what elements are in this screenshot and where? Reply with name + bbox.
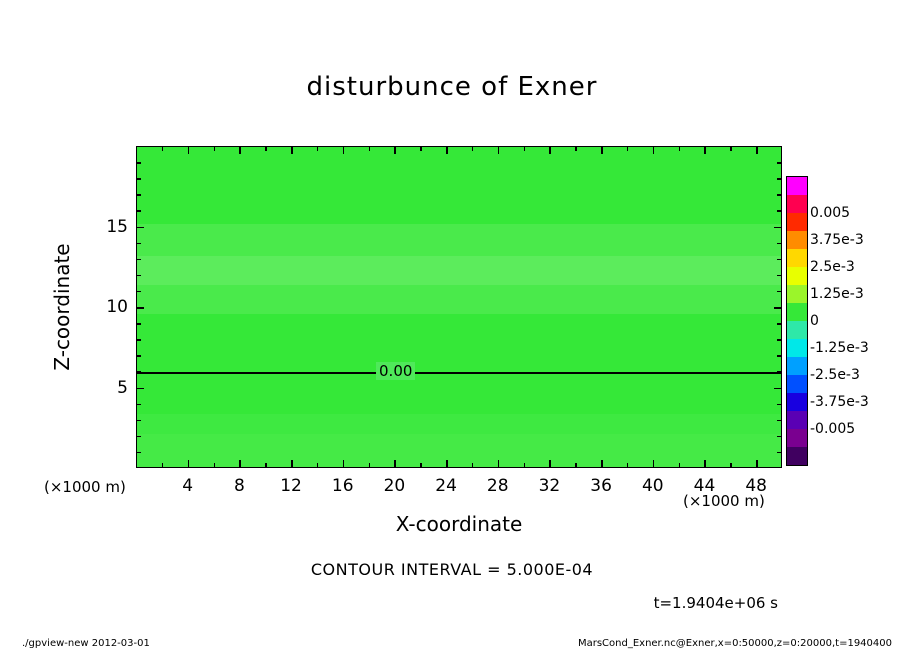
x-tick-label: 28 xyxy=(486,476,509,496)
axis-tick xyxy=(679,463,681,468)
axis-tick xyxy=(524,463,526,468)
axis-tick xyxy=(774,388,782,390)
axis-tick xyxy=(162,146,164,151)
time-annotation: t=1.9404e+06 s xyxy=(653,594,778,612)
x-axis-label: X-coordinate xyxy=(395,512,523,536)
x-tick-label: 24 xyxy=(435,476,457,496)
colorbar-tick-label: 0 xyxy=(810,313,819,329)
axis-tick xyxy=(188,460,190,468)
axis-tick xyxy=(777,291,782,293)
plot-area xyxy=(136,146,782,468)
axis-tick xyxy=(498,146,500,154)
axis-tick xyxy=(343,460,345,468)
axis-tick xyxy=(394,146,396,154)
axis-tick xyxy=(136,275,141,277)
axis-tick xyxy=(162,463,164,468)
axis-tick xyxy=(777,162,782,164)
colorbar-segment xyxy=(787,447,807,465)
x-tick-label: 8 xyxy=(233,476,245,496)
axis-tick xyxy=(136,227,144,229)
y-tick-label: 15 xyxy=(106,216,128,237)
axis-tick xyxy=(549,146,551,154)
axis-tick xyxy=(136,371,141,373)
axis-tick xyxy=(756,460,758,468)
axis-tick xyxy=(291,146,293,154)
contour-interval-text: CONTOUR INTERVAL = 5.000E-04 xyxy=(310,560,594,579)
colorbar-segment xyxy=(787,231,807,249)
axis-tick xyxy=(136,307,144,309)
colorbar-segment xyxy=(787,375,807,393)
colorbar-tick-label: -1.25e-3 xyxy=(810,339,869,356)
contour-line-zero xyxy=(137,372,781,374)
axis-tick xyxy=(524,146,526,151)
x-unit-left: (×1000 m) xyxy=(44,478,126,496)
y-tick-label: 5 xyxy=(117,377,128,398)
colorbar-segment xyxy=(787,177,807,195)
axis-tick xyxy=(317,146,319,151)
axis-tick xyxy=(704,146,706,154)
axis-tick xyxy=(136,388,144,390)
x-tick-label: 36 xyxy=(590,476,612,496)
colorbar-tick-label: -3.75e-3 xyxy=(810,393,869,410)
axis-tick xyxy=(777,404,782,406)
footer-left: ./gpview-new 2012-03-01 xyxy=(22,638,150,649)
axis-tick xyxy=(136,339,141,341)
axis-tick xyxy=(777,243,782,245)
axis-tick xyxy=(369,463,371,468)
colorbar-segment xyxy=(787,213,807,231)
axis-tick xyxy=(627,146,629,151)
axis-tick xyxy=(777,275,782,277)
axis-tick xyxy=(777,259,782,261)
axis-tick xyxy=(136,404,141,406)
colorbar-segment xyxy=(787,267,807,285)
axis-tick xyxy=(774,227,782,229)
heatmap-band xyxy=(137,256,781,285)
axis-tick xyxy=(136,162,141,164)
axis-tick xyxy=(369,146,371,151)
axis-tick xyxy=(777,178,782,180)
colorbar-tick-label: -2.5e-3 xyxy=(810,366,860,383)
axis-tick xyxy=(627,463,629,468)
heatmap-band xyxy=(137,414,781,433)
heatmap-band xyxy=(137,434,781,468)
axis-tick xyxy=(265,463,267,468)
axis-tick xyxy=(343,146,345,154)
axis-tick xyxy=(394,460,396,468)
x-tick-label: 20 xyxy=(383,476,406,496)
axis-tick xyxy=(756,146,758,154)
axis-tick xyxy=(777,323,782,325)
axis-tick xyxy=(188,146,190,154)
axis-tick xyxy=(774,307,782,309)
axis-tick xyxy=(136,259,141,261)
axis-tick xyxy=(136,178,141,180)
x-tick-label: 48 xyxy=(745,476,767,496)
axis-tick xyxy=(777,339,782,341)
x-tick-label: 32 xyxy=(538,476,561,496)
axis-tick xyxy=(575,146,577,151)
colorbar-tick-label: 0.005 xyxy=(810,205,851,222)
colorbar-tick-label: 3.75e-3 xyxy=(810,232,864,249)
axis-tick xyxy=(136,291,141,293)
axis-tick xyxy=(601,146,603,154)
axis-tick xyxy=(472,146,474,151)
axis-tick xyxy=(653,460,655,468)
heatmap-band xyxy=(137,314,781,414)
axis-tick xyxy=(549,460,551,468)
axis-tick xyxy=(777,194,782,196)
colorbar-tick-label: -0.005 xyxy=(810,420,856,437)
colorbar-segment xyxy=(787,249,807,267)
axis-tick xyxy=(777,420,782,422)
axis-tick xyxy=(777,452,782,454)
axis-tick xyxy=(420,146,422,151)
axis-tick xyxy=(704,460,706,468)
x-tick-label: 4 xyxy=(182,476,194,496)
colorbar-segment xyxy=(787,195,807,213)
axis-tick xyxy=(136,210,141,212)
axis-tick xyxy=(777,436,782,438)
x-tick-label: 16 xyxy=(331,476,354,496)
colorbar-segment xyxy=(787,285,807,303)
axis-tick xyxy=(446,146,448,154)
axis-tick xyxy=(136,452,141,454)
axis-tick xyxy=(136,355,141,357)
x-tick-label: 40 xyxy=(641,476,664,496)
axis-tick xyxy=(575,463,577,468)
colorbar-tick-label: 2.5e-3 xyxy=(810,259,855,276)
axis-tick xyxy=(239,460,241,468)
axis-tick xyxy=(777,371,782,373)
axis-tick xyxy=(472,463,474,468)
axis-tick xyxy=(601,460,603,468)
footer-right: MarsCond_Exner.nc@Exner,x=0:50000,z=0:20000,t=1940400 xyxy=(577,638,892,649)
axis-tick xyxy=(239,146,241,154)
axis-tick xyxy=(777,210,782,212)
axis-tick xyxy=(777,355,782,357)
x-tick-label: 44 xyxy=(693,476,716,496)
x-tick-label: 12 xyxy=(280,476,302,496)
axis-tick xyxy=(136,194,141,196)
colorbar-segment xyxy=(787,303,807,321)
colorbar-segment xyxy=(787,429,807,447)
axis-tick xyxy=(420,463,422,468)
contour-label: 0.00 xyxy=(376,362,415,380)
axis-tick xyxy=(498,460,500,468)
axis-tick xyxy=(291,460,293,468)
axis-tick xyxy=(653,146,655,154)
y-tick-label: 10 xyxy=(106,297,128,317)
colorbar-segment xyxy=(787,393,807,411)
heatmap-band xyxy=(137,285,781,314)
axis-tick xyxy=(136,420,141,422)
axis-tick xyxy=(214,146,216,151)
axis-tick xyxy=(136,436,141,438)
colorbar-segment xyxy=(787,321,807,339)
colorbar-segment xyxy=(787,339,807,357)
axis-tick xyxy=(679,146,681,151)
y-axis-label: Z-coordinate xyxy=(50,243,74,371)
colorbar xyxy=(786,176,808,466)
axis-tick xyxy=(446,460,448,468)
page-title: disturbunce of Exner xyxy=(306,72,598,102)
heatmap-band xyxy=(137,147,781,224)
axis-tick xyxy=(265,146,267,151)
x-unit-right: (×1000 m) xyxy=(683,492,765,510)
axis-tick xyxy=(317,463,319,468)
axis-tick xyxy=(136,243,141,245)
colorbar-segment xyxy=(787,357,807,375)
colorbar-segment xyxy=(787,411,807,429)
heatmap-band xyxy=(137,224,781,256)
axis-tick xyxy=(136,323,141,325)
axis-tick xyxy=(214,463,216,468)
axis-tick xyxy=(730,463,732,468)
axis-tick xyxy=(730,146,732,151)
colorbar-tick-label: 1.25e-3 xyxy=(810,286,864,303)
